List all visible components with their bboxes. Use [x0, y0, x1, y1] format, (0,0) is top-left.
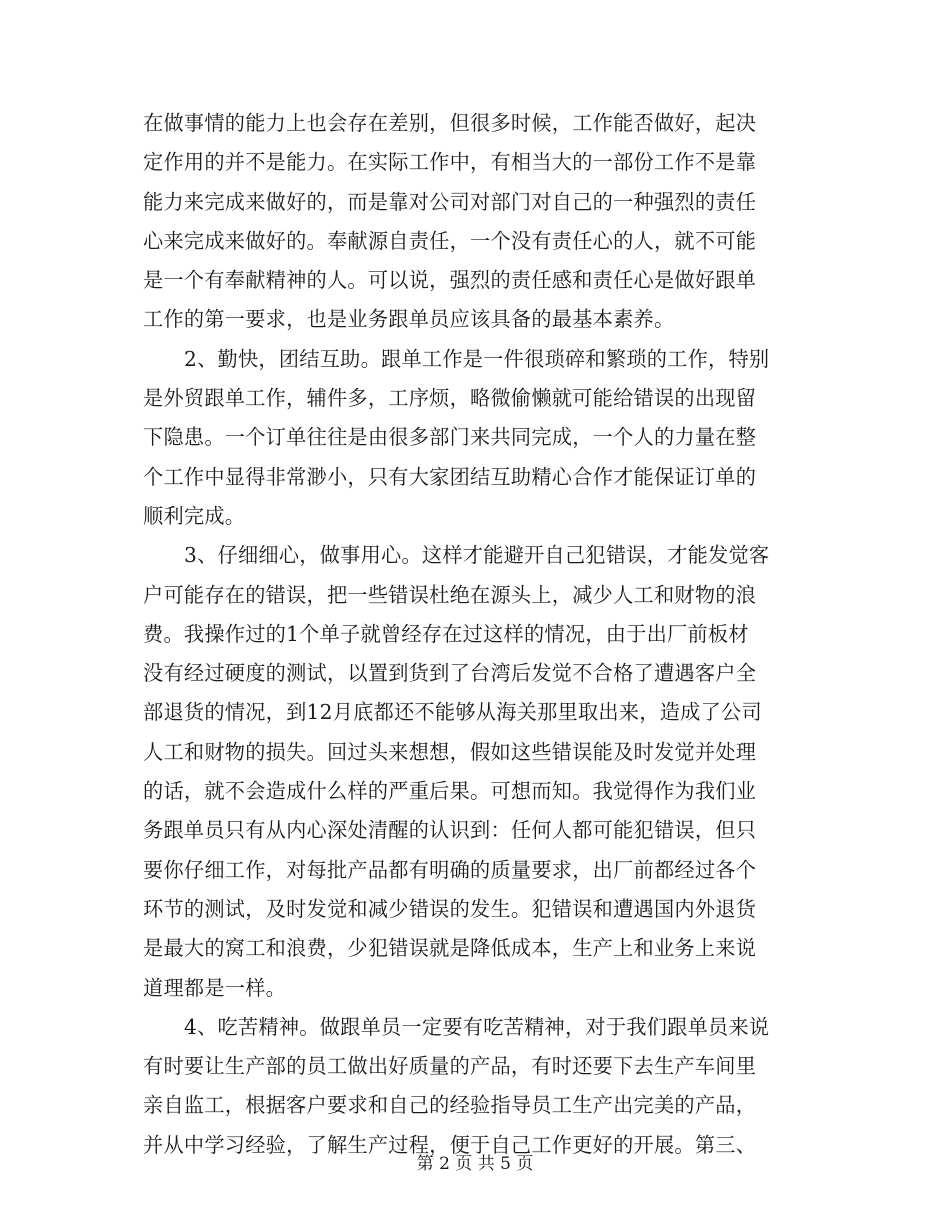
text-line: 没有经过硬度的测试，以置到货到了台湾后发觉不合格了遭遇客户全: [143, 661, 757, 686]
text-line: 务跟单员只有从内心深处清醒的认识到：任何人都可能犯错误，但只: [143, 818, 757, 843]
text-line: 户可能存在的错误，把一些错误杜绝在源头上，减少人工和财物的浪: [143, 582, 757, 607]
page-number-footer: 第 2 页 共 5 页: [416, 1154, 534, 1174]
text-line: 道理都是一样。: [143, 975, 287, 1000]
text-line: 定作用的并不是能力。在实际工作中，有相当大的一部份工作不是靠: [143, 150, 757, 175]
document-body: [143, 104, 803, 1165]
text-line: 亲自监工，根据客户要求和自己的经验指导员工生产出完美的产品，: [143, 1093, 757, 1118]
text-line: 费。我操作过的1个单子就曾经存在过这样的情况，由于出厂前板材: [143, 621, 749, 646]
paragraph-point-4: [143, 1008, 803, 1165]
text-line: 部退货的情况，到12月底都还不能够从海关那里取出来，造成了公司: [143, 700, 762, 725]
text-line: 在做事情的能力上也会存在差别，但很多时候，工作能否做好，起决: [143, 111, 757, 135]
text-line: 顺利完成。: [143, 503, 246, 528]
text-line: 的话，就不会造成什么样的严重后果。可想而知。我觉得作为我们业: [143, 779, 757, 804]
text-line: 个工作中显得非常渺小，只有大家团结互助精心合作才能保证订单的: [143, 464, 757, 489]
text-line: 有时要让生产部的员工做出好质量的产品，有时还要下去生产车间里: [143, 1054, 757, 1079]
text-line: 要你仔细工作，对每批产品都有明确的质量要求，出厂前都经过各个: [143, 857, 757, 882]
text-line-first: 4、吃苦精神。做跟单员一定要有吃苦精神，对于我们跟单员来说: [184, 1014, 770, 1039]
text-line: 并从中学习经验，了解生产过程，便于自己工作更好的开展。第三、: [143, 1132, 757, 1157]
text-line-first: 2、勤快，团结互助。跟单工作是一件很琐碎和繁琐的工作，特别: [184, 346, 770, 371]
paragraph-point-2: [143, 340, 803, 536]
paragraph-intro-continued: [143, 104, 803, 340]
text-line: 工作的第一要求，也是业务跟单员应该具备的最基本素养。: [143, 307, 675, 332]
text-line: 是最大的窝工和浪费，少犯错误就是降低成本，生产上和业务上来说: [143, 936, 757, 961]
text-line: 人工和财物的损失。回过头来想想，假如这些错误能及时发觉并处理: [143, 739, 757, 764]
text-line: 心来完成来做好的。奉献源自责任，一个没有责任心的人，就不可能: [143, 228, 757, 253]
text-line: 能力来完成来做好的，而是靠对公司对部门对自己的一种强烈的责任: [143, 189, 757, 214]
text-line: 是一个有奉献精神的人。可以说，强烈的责任感和责任心是做好跟单: [143, 268, 757, 293]
text-line: 是外贸跟单工作，辅件多，工序烦，略微偷懒就可能给错误的出现留: [143, 386, 757, 411]
paragraph-point-3: [143, 536, 803, 1008]
text-line: 环节的测试，及时发觉和减少错误的发生。犯错误和遭遇国内外退货: [143, 896, 757, 921]
text-line: 下隐患。一个订单往往是由很多部门来共同完成，一个人的力量在整: [143, 425, 757, 450]
text-line-first: 3、仔细细心，做事用心。这样才能避开自己犯错误，才能发觉客: [184, 543, 770, 568]
